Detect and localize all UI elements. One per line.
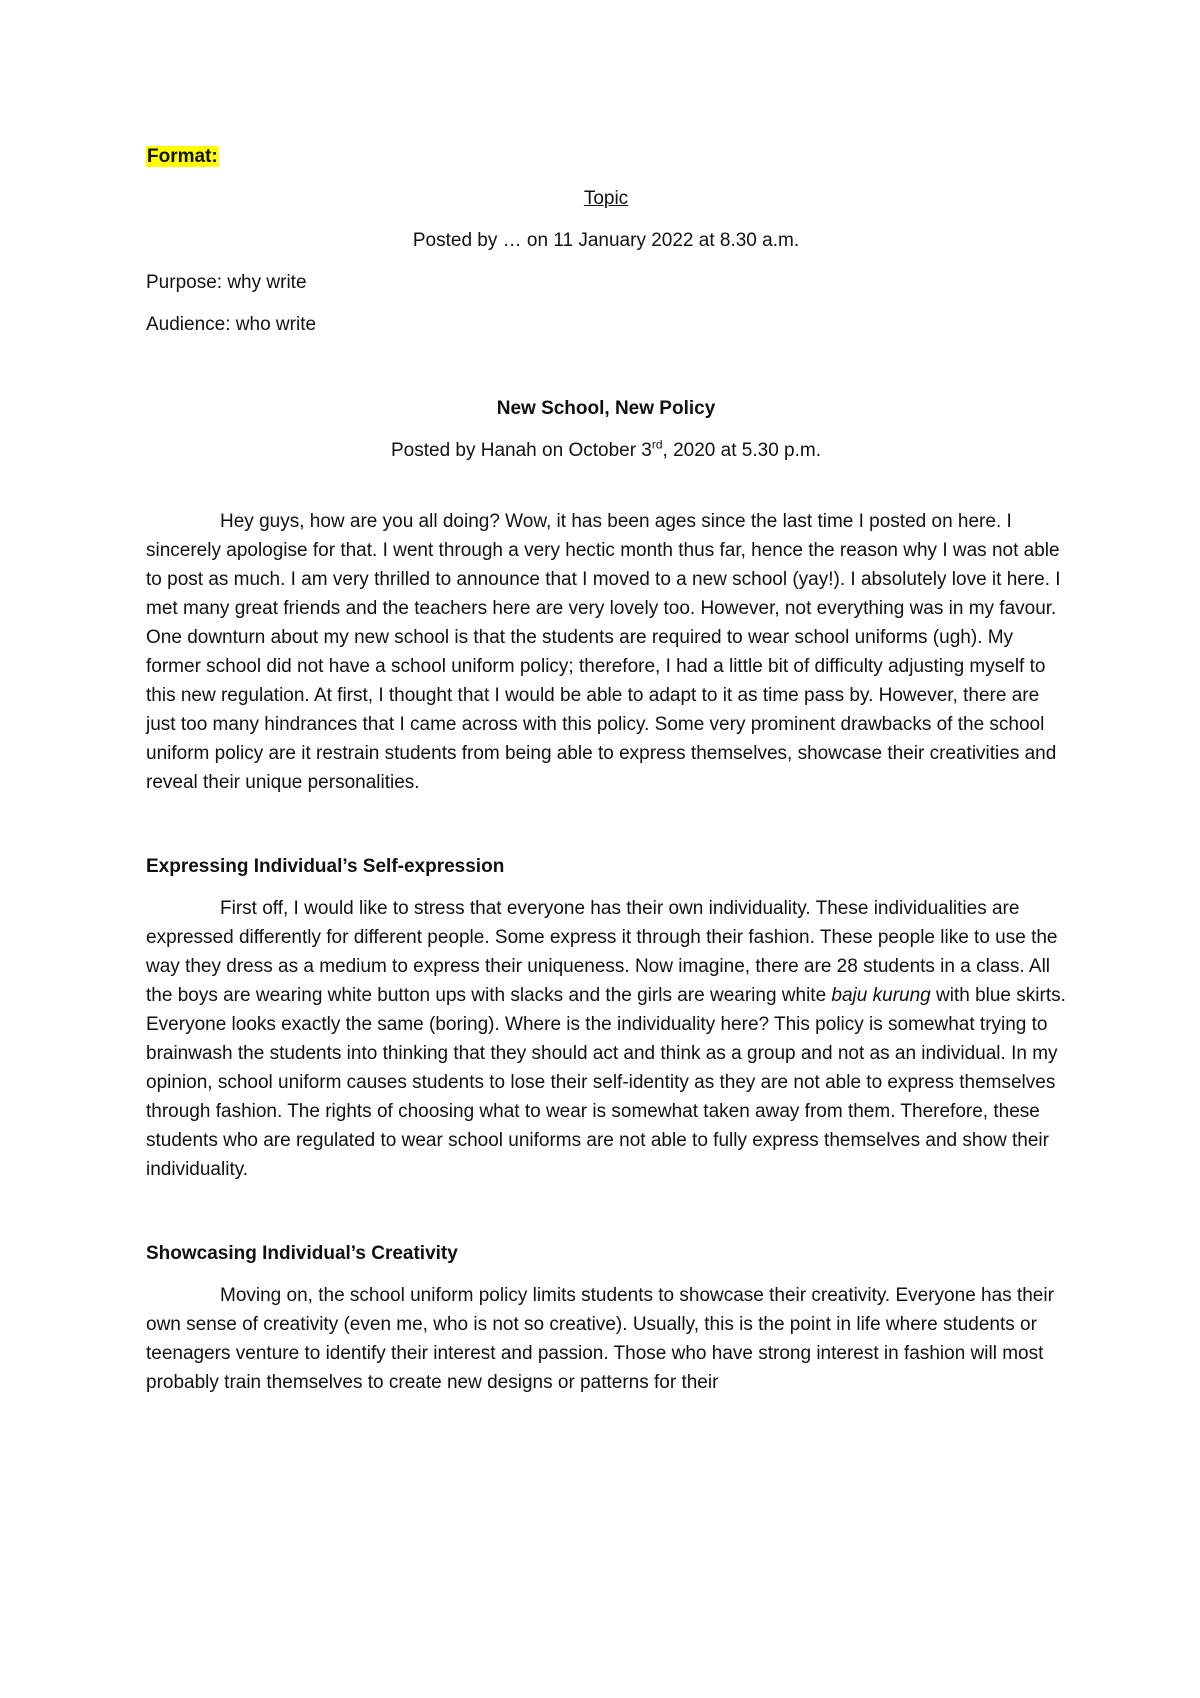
- section1-heading: Expressing Individual’s Self-expression: [146, 856, 505, 877]
- format-label-line: [146, 142, 1066, 171]
- intro-paragraph: Hey guys, how are you all doing? Wow, it has been ages since the last time I posted on here. I sincerely apologise for that. I went through a very hectic month thus far, hence the reason why I was not able to post as much. I am very thrilled to announce that I moved to a new school (yay!). I absolutely love it here. I met many great friends and the teachers here are very lovely too. However, not everything was in my favour. One downturn about my new school is that the students are required to wear school uniforms (ugh). My former school did not have a school uniform policy; therefore, I had a little bit of difficulty adjusting myself to this new regulation. At first, I thought that I would be able to adapt to it as time pass by. However, there are just too many hindrances that I came across with this policy. Some very prominent drawbacks of the school uniform policy are it restrain students from being able to express themselves, showcase their creativities and reveal their unique personalities.: [146, 511, 1061, 793]
- format-audience: Audience: who write: [146, 314, 317, 335]
- section1-paragraph: [146, 894, 1066, 1184]
- post-byline-ordinal: rd: [651, 437, 663, 452]
- format-purpose: Purpose: why write: [146, 272, 307, 293]
- format-topic: Topic: [583, 188, 629, 209]
- post-byline-prefix: Posted by Hanah on October 3: [390, 440, 652, 461]
- section1-text-a: First off, I would like to stress that everyone has their own individuality. These individualities are expressed differently for different people. Some express it through their fashion. These people like to use the way they dress as a medium to express their uniqueness. Now imagine, there are 28 students in a class. All the boys are wearing white button ups with slacks and the girls are wearing white: [146, 898, 1058, 1006]
- format-label: Format:: [147, 146, 218, 167]
- post-title: New School, New Policy: [496, 398, 716, 419]
- section2-paragraph: Moving on, the school uniform policy limits students to showcase their creativity. Everyone has their own sense of creativity (even me, who is not so creative). Usually, this is the point in life where students or teenagers venture to identify their interest and passion. Those who have strong interest in fashion will most probably train themselves to create new designs or patterns for their: [146, 1285, 1054, 1393]
- post-byline-suffix: , 2020 at 5.30 p.m.: [662, 440, 821, 461]
- section1-text-b: with blue skirts. Everyone looks exactly the same (boring). Where is the individuality here? This policy is somewhat trying to brainwash the students into thinking that they should act and think as a group and not as an individual. In my opinion, school uniform causes students to lose their self-identity as they are not able to express themselves through fashion. The rights of choosing what to wear is somewhat taken away from them. Therefore, these students who are regulated to wear school uniforms are not able to fully express themselves and show their individuality.: [146, 985, 1066, 1180]
- format-posted-line: Posted by … on 11 January 2022 at 8.30 a.m.: [412, 230, 800, 251]
- section2-heading: Showcasing Individual’s Creativity: [146, 1243, 458, 1264]
- section1-italic-term: baju kurung: [831, 985, 931, 1006]
- post-byline: [146, 436, 1066, 465]
- document-content: [146, 142, 1066, 1397]
